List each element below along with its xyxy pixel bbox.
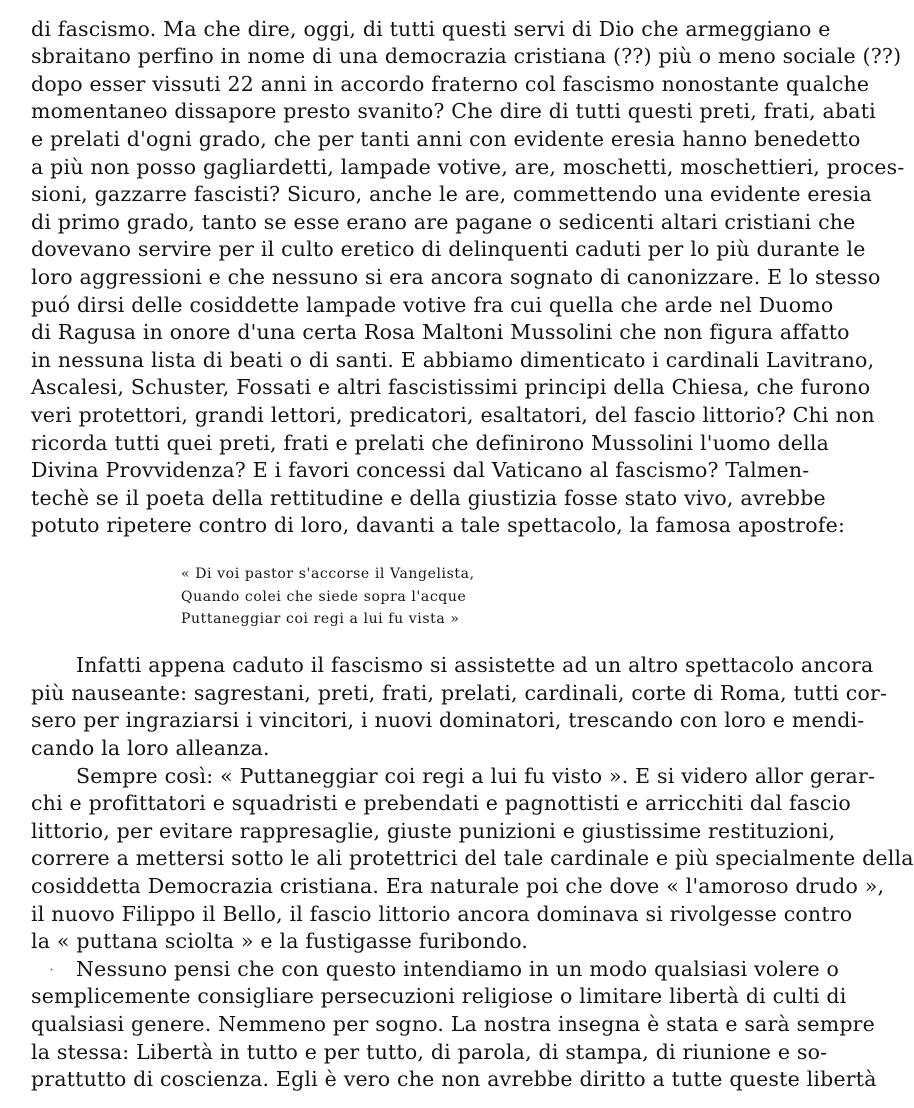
paragraph-1-line: sbraitano perfino in nome di una democrazia cristiana (??) più o meno sociale (??) <box>31 44 902 68</box>
paragraph-3-line: Sempre così: « Puttaneggiar coi regi a lui fu visto ». E si videro allor gerar- <box>76 764 876 788</box>
paragraph-4-line: semplicemente consigliare persecuzioni religiose o limitare libertà di culti di <box>31 984 847 1008</box>
paragraph-1-line: techè se il poeta della rettitudine e della giustizia fosse stato vivo, avrebbe <box>31 486 826 510</box>
paragraph-3-line: chi e profittatori e squadristi e prebendati e pagnottisti e arricchiti dal fascio <box>31 791 851 815</box>
paragraph-2-line: cando la loro alleanza. <box>31 736 270 760</box>
paragraph-3-line: littorio, per evitare rappresaglie, giuste punizioni e giustissime restituzioni, <box>31 819 836 843</box>
paragraph-1-line: in nessuna lista di beati o di santi. E abbiamo dimenticato i cardinali Lavitrano, <box>31 348 875 372</box>
paragraph-2-line: più nauseante: sagrestani, preti, frati, prelati, cardinali, corte di Roma, tutti cor- <box>31 681 888 705</box>
paragraph-2-line: Infatti appena caduto il fascismo si assistette ad un altro spettacolo ancora <box>76 653 874 677</box>
paragraph-1-line: dopo esser vissuti 22 anni in accordo fraterno col fascismo nonostante qualche <box>31 72 870 96</box>
paragraph-3-line: cosiddetta Democrazia cristiana. Era naturale poi che dove « l'amoroso drudo », <box>31 874 885 898</box>
paragraph-3-line: correre a mettersi sotto le ali protettrici del tale cardinale e più specialmente della <box>31 846 914 870</box>
paragraph-1-line: puó dirsi delle cosiddette lampade votive fra cui quella che arde nel Duomo <box>31 293 834 317</box>
paragraph-1-line: a più non posso gagliardetti, lampade votive, are, moschetti, moschettieri, proces- <box>31 155 905 179</box>
paragraph-3-line: il nuovo Filippo il Bello, il fascio littorio ancora dominava si rivolgesse contro <box>31 902 853 926</box>
paragraph-4-line: Nessuno pensi che con questo intendiamo in un modo qualsiasi volere o <box>76 957 840 981</box>
paragraph-1-line: potuto ripetere contro di loro, davanti a tale spettacolo, la famosa apostrofe: <box>31 513 846 537</box>
quotation-line: « Di voi pastor s'accorse il Vangelista, <box>181 566 475 582</box>
paragraph-1-line: di primo grado, tanto se esse erano are pagane o sedicenti altari cristiani che <box>31 210 856 234</box>
paragraph-1-line: di fascismo. Ma che dire, oggi, di tutti questi servi di Dio che armeggiano e <box>31 17 831 41</box>
paragraph-4-line: prattutto di coscienza. Egli è vero che non avrebbe diritto a tutte queste libertà <box>31 1067 877 1091</box>
quotation-line: Puttaneggiar coi regi a lui fu vista » <box>181 611 460 627</box>
paragraph-1-line: Divina Provvidenza? E i favori concessi dal Vaticano al fascismo? Talmen- <box>31 458 810 482</box>
quotation-line: Quando colei che siede sopra l'acque <box>181 589 467 605</box>
paragraph-1-line: veri protettori, grandi lettori, predicatori, esaltatori, del fascio littorio? Chi non <box>31 403 875 427</box>
paragraph-3-line: la « puttana sciolta » e la fustigasse furibondo. <box>31 929 529 953</box>
paragraph-4-line: la stessa: Libertà in tutto e per tutto, di parola, di stampa, di riunione e so- <box>31 1040 828 1064</box>
stray-mark: · <box>49 960 55 979</box>
paragraph-1-line: loro aggressioni e che nessuno si era ancora sognato di canonizzare. E lo stesso <box>31 265 881 289</box>
paragraph-1-line: momentaneo dissapore presto svanito? Che dire di tutti questi preti, frati, abati <box>31 99 876 123</box>
paragraph-1-line: dovevano servire per il culto eretico di delinquenti caduti per lo più durante le <box>31 237 866 261</box>
paragraph-1-line: e prelati d'ogni grado, che per tanti anni con evidente eresia hanno benedetto <box>31 127 861 151</box>
paragraph-1-line: sioni, gazzarre fascisti? Sicuro, anche le are, commettendo una evidente eresia <box>31 182 872 206</box>
paragraph-1-line: Ascalesi, Schuster, Fossati e altri fascistissimi principi della Chiesa, che furono <box>31 375 871 399</box>
paragraph-4-line: qualsiasi genere. Nemmeno per sogno. La nostra insegna è stata e sarà sempre <box>31 1012 876 1036</box>
paragraph-1-line: di Ragusa in onore d'una certa Rosa Maltoni Mussolini che non figura affatto <box>31 320 850 344</box>
paragraph-2-line: sero per ingraziarsi i vincitori, i nuovi dominatori, trescando con loro e mendi- <box>31 708 865 732</box>
paragraph-1-line: ricorda tutti quei preti, frati e prelati che definirono Mussolini l'uomo della <box>31 431 830 455</box>
